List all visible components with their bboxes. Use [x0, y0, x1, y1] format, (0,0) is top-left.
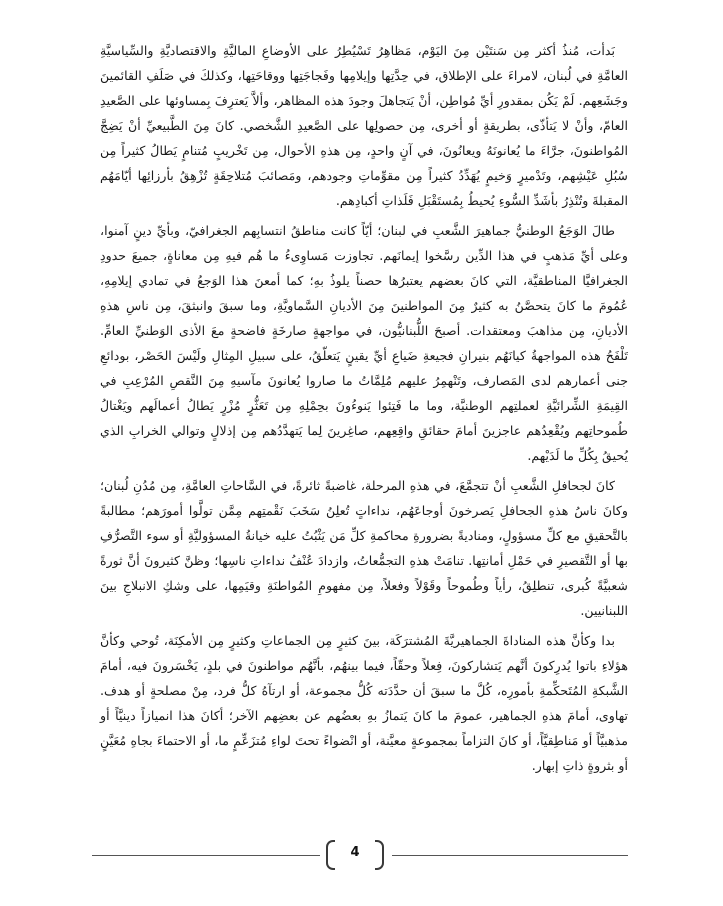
page-number-frame	[326, 840, 384, 870]
footer-rule-right	[392, 855, 628, 856]
footer-rule-left	[92, 855, 320, 856]
paragraph-4: بدا وكأنَّ هذه المناداةَ الجماهيريَّةَ المُشترَكَة، بينَ كثيرٍ مِن الجماعاتِ وكثيرٍ مِن الأمكِنَة، تُوحي وكأنَّ هؤلاءِ باتوا يُدرِكونَ أنَّهم يَتشاركونَ، فِعلاً وحقّاً، فيما بينهُم، بأنَّهُم مواطنونَ في بلدٍ، يَخْسَرونَ فيه، أمامَ الشَّبكةِ المُتَحكِّمةِ بأمورِه، كُلَّ ما سبقَ أن حدَّدَته كُلُّ مجموعة، أو ارتآهُ كلُّ فرد، مِنْ مصلحةٍ أو هدف. تهاوى، أمامَ هذهِ الجماهير، عمومَ ما كانَ يَتمازُ بهِ بعضُهم عن بعضِهم الآخر؛ أكانَ هذا انميازاً دينيَّاً أو مذهبيَّاً أو مَناطِقيَّاً، أو كانَ التزاماً بمجموعةٍ معيَّنة، أو انْضواءً تحتَ لواءِ مُتزَعِّمٍ ما، أو الاحتماءَ بجاهِ مُعَيَّنٍ أو بثروةٍ ذاتِ إبهار.	[100, 633, 628, 773]
paragraph-3: كانَ لجحافلِ الشَّعبِ أنْ تتجمَّعَ، في هذهِ المرحلة، غاضبةً ثائرةً، في السَّاحاتِ العامَّةِ، مِن مُدُنِ لُبنان؛ وكانَ ناسُ هذهِ الجحافلِ يَصرخونَ أوجاعَهُم، نداءاتٍ تُعلِنُ سَخَبَ نَقْمتِهم مِمَّن تولَّوا أمورَهم؛ مطالبةً بالتَّحقيقِ مع كلِّ مسؤولٍ، ومناديةً بضرورةِ محاكمةِ كلِّ مَن يَثْبُتُ عليه خيانةُ المسؤوليَّةِ أو سوء التَّصرُّفِ بها أو التَّقصيرِ في حَمْلِ أمانتِها. تنامَتْ هذهِ التجمُّعاتُ، وازدادَ عُنْفُ نداءاتِ ناسِها؛ وظنَّ كثيرونَ أنَّ ثورةً شعبيَّةً كُبرى، تنطلِقُ، رأياً وطُموحاً وقَوْلاً وفعلاً، مِن مفهومِ المُواطنَةِ وقيَمِها، على وشكِ الانبلاجِ بينَ اللبنانيين.	[100, 478, 628, 618]
page-footer	[0, 839, 723, 873]
paragraph-1: بَدأت، مُنذُ أكثر مِن سَنتَيْن مِنَ اليَوْم، مَظاهِرُ تَسْيُطِرُ على الأوضاعِ الماليَّةِ والاقتصاديَّةِ والسِّياسيَّةِ العامَّةِ في لُبنان، لامراءَ على الإطلاق، في حِدَّتِها وإيلامِها وفَجاجَتِها ووقاحَتِها، وكذلكَ في صَلَفِ القائمينَ وجَشَعِهم. لَمْ يَكُن بمقدورِ أيِّ مُواطِن، أنْ يَتجاهلَ وجودَ هذه المظاهر، وألاَّ يَعترِفَ بِمساوئها على الصَّعيدِ العامّ، وأنْ لا يَتأذّى، بطريقةٍ أو أخرى، مِن حصولِها على الصَّعيدِ الشَّخصي. كانَ مِنَ الطَّبيعيِّ أنْ يَضِجَّ المُواطنونَ، جرَّاءَ ما يُعانونَهُ ويعانُونَ، في آنٍ واحدٍ، مِن هذهِ الأحوال، مِن تَخْريبٍ مُتنامٍ يَطالُ كثيراً مِن سُبُلِ عَيْشِهم، وتَدْميرٍ وَخيمٍ يُهَدِّدُ كثيراً مِن مقوِّماتِ وجودهم، ومَصائبَ مُتلاحِقَةٍ تُزْهِقُ بأرزائِها أيّامَهُم المقبلةَ وتُنْذِرُ بأشَدِّ السُّوءِ يُحيطُ بِمُستَقْبَلِ فَلَذاتِ أكبادِهم.	[100, 43, 628, 208]
article-body	[100, 38, 628, 783]
bracket-right-icon	[375, 840, 384, 870]
paragraph-2: طالَ الوَجَعُ الوطنيُّ جماهيرَ الشَّعبِ في لبنان؛ أيّاً كانت مناطقُ انتسابِهم الجغرافيّ، وبأيِّ دينٍ آمنوا، وعلى أيِّ مَذهبٍ في هذا الدِّين رسَّخوا إيمانَهم. تجاوزت مَساوِىءُ ما هُم فيهِ مِن معاناةٍ، جميعَ حدودِ الجغرافيَّا المناطقيَّة، التي كانَ بعضهم يعتبرُها حصناً يلوذُ بهِ؛ كما أمعنَ هذا الوَجعُ في تمادي إيلامِهِ، عُمُومَ ما كانَ يتحصَّنُ به كثيرٌ مِنَ المواطنينَ مِنَ الأديانِ السَّماويَّةِ، وما سبقَ وانبثقَ، مِن ناسِ هذهِ الأديانِ، مِن مذاهبَ ومعتقدات. أصبحَ اللُّبنانيُّون، في مواجهةٍ صارخَةٍ فاضحةٍ معَ الأذى الوَطنيِّ العامِّ. تَلْفَحُ هذه المواجهةُ كيانَهُم بنيرانِ فجيعةِ ضَياعِ أيِّ يقينٍ يَتعلّقُ، على سبيلِ المِثالِ ولَيْسَ الحَصْر، بودائعِ جنى أعمارهم لدى المَصارف، وتَنْهمِرُ عليهم مُلِمَّاتُ ما صاروا يُعانونَ مآسيهِ مِنَ النَّقصِ المُرْعِبِ في القِيمَةِ الشِّرائيَّةِ لعملتِهم الوطنيَّة، وما ما فَتِئوا يَنوءُونَ بحِمْلِهِ مِن تَعَثُّرٍ مُزْرٍ يَطالُ أعمالَهم ويَغْتالُ طُموحاتِهم ويُقْعِدُهم عاجزينَ أمامَ حقائقِ واقِعِهم، صاغِرينَ لِما يَتهدَّدُهم مِن إذلالٍ وتوالي الخرابِ الذي يُحيقُ بِكُلِّ ما لَدَيْهم.	[100, 223, 628, 463]
page-number: 4	[350, 845, 360, 860]
